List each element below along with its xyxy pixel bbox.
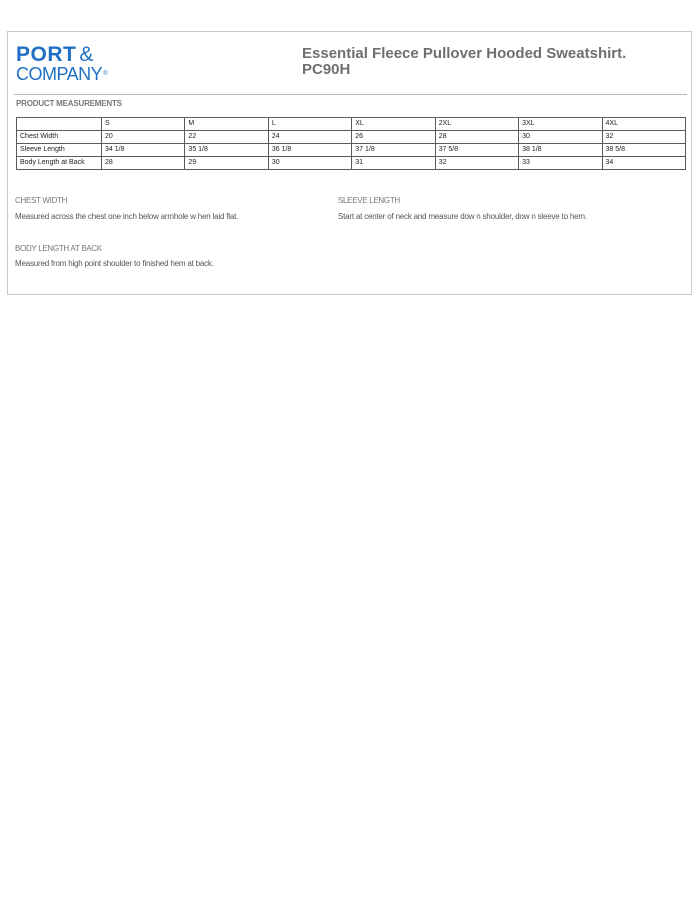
table-header-cell: S: [102, 118, 185, 131]
row-label: Sleeve Length: [17, 144, 102, 157]
row-label: Body Length at Back: [17, 157, 102, 170]
table-header-cell: L: [268, 118, 351, 131]
section-label-measurements: PRODUCT MEASUREMENTS: [16, 99, 122, 108]
chest-width-description: Measured across the chest one inch below armhole w hen laid flat.: [15, 212, 239, 221]
table-cell: 35 1/8: [185, 144, 268, 157]
table-cell: 37 5/8: [435, 144, 518, 157]
table-cell: 22: [185, 131, 268, 144]
table-cell: 28: [102, 157, 185, 170]
table-cell: 38 1/8: [519, 144, 602, 157]
measurement-sheet: [7, 31, 692, 295]
table-cell: 29: [185, 157, 268, 170]
product-title-name: Essential Fleece Pullover Hooded Sweatshirt.: [302, 45, 627, 62]
table-cell: 38 5/8: [602, 144, 685, 157]
table-row: [17, 144, 686, 157]
product-title: [302, 46, 682, 78]
table-cell: 30: [268, 157, 351, 170]
row-label: Chest Width: [17, 131, 102, 144]
logo-word-port: PORT: [16, 43, 77, 66]
port-company-logo: [16, 44, 126, 84]
table-header-cell: XL: [352, 118, 435, 131]
table-cell: 36 1/8: [268, 144, 351, 157]
table-header-cell: [17, 118, 102, 131]
table-header-cell: 2XL: [435, 118, 518, 131]
table-header-cell: 3XL: [519, 118, 602, 131]
sleeve-length-label: SLEEVE LENGTH: [338, 196, 400, 205]
body-length-description: Measured from high point shoulder to finished hem at back.: [15, 259, 214, 268]
table-header-row: [17, 118, 686, 131]
table-cell: 26: [352, 131, 435, 144]
sleeve-length-description: Start at center of neck and measure dow n shoulder, dow n sleeve to hem.: [338, 212, 587, 221]
logo-registered-mark: ®: [103, 71, 108, 77]
product-style-number: PC90H: [302, 61, 351, 78]
table-cell: 32: [602, 131, 685, 144]
logo-ampersand: &: [79, 43, 94, 66]
table-cell: 28: [435, 131, 518, 144]
table-row: [17, 157, 686, 170]
table-cell: 31: [352, 157, 435, 170]
table-row: [17, 131, 686, 144]
table-cell: 32: [435, 157, 518, 170]
logo-word-company: COMPANY: [16, 64, 103, 84]
header-divider: [14, 94, 687, 95]
table-cell: 33: [519, 157, 602, 170]
table-cell: 24: [268, 131, 351, 144]
table-cell: 34 1/8: [102, 144, 185, 157]
measurement-table: [16, 117, 686, 170]
body-length-label: BODY LENGTH AT BACK: [15, 244, 102, 253]
table-cell: 34: [602, 157, 685, 170]
table-cell: 20: [102, 131, 185, 144]
table-cell: 37 1/8: [352, 144, 435, 157]
chest-width-label: CHEST WIDTH: [15, 196, 68, 205]
table-header-cell: 4XL: [602, 118, 685, 131]
table-header-cell: M: [185, 118, 268, 131]
table-cell: 30: [519, 131, 602, 144]
